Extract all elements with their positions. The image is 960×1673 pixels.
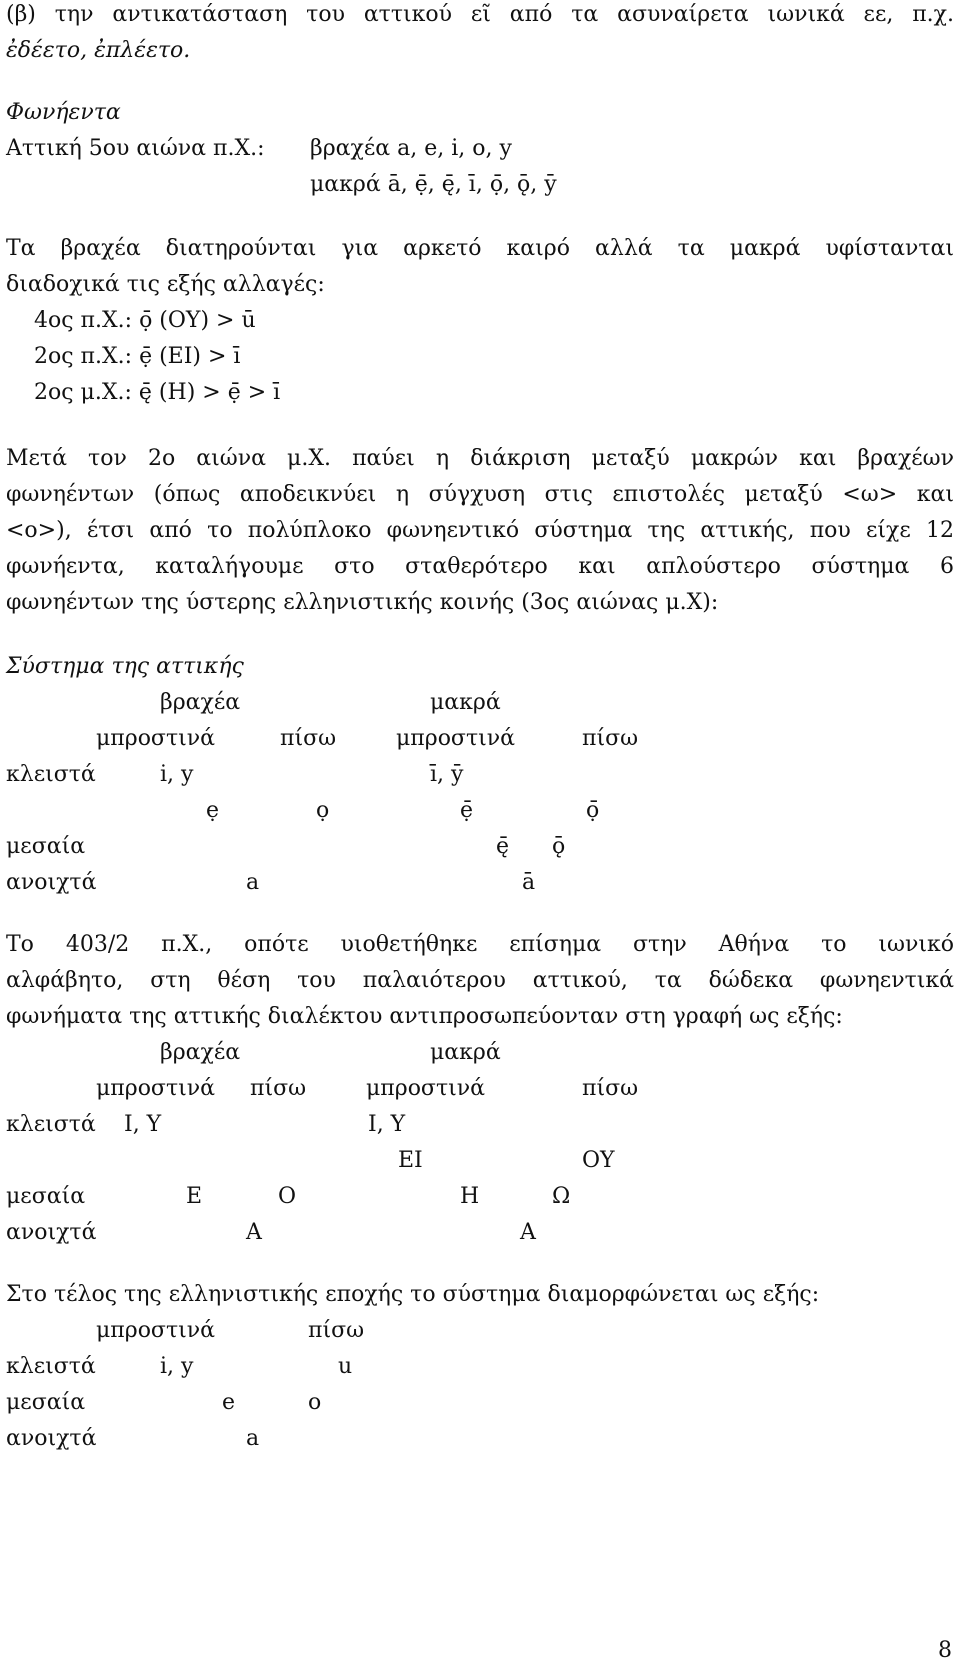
table1-mid-open-e: ę̄ [496, 834, 510, 859]
intro-line-2: ἐδέετο, ἐπλέετο. [6, 38, 191, 63]
table2-col-back-long: πίσω [582, 1076, 639, 1101]
table1-header-long: μακρά [430, 690, 501, 715]
para2-line: Μετά τον 2ο αιώνα μ.Χ. παύει η διάκριση μεταξύ μακρών και βραχέων [6, 446, 954, 471]
table2-mid-e: Ε [186, 1184, 203, 1209]
changes-line-1: Τα βραχέα διατηρούνται για αρκετό καιρό αλλά τα μακρά υφίστανται [6, 236, 954, 261]
table3-row-mid: μεσαία [6, 1390, 86, 1415]
intro-line-1: (β) την αντικατάσταση του αττικού εῖ από τα ασυναίρετα ιωνικά εε, π.χ. [6, 2, 954, 27]
table1-col-front-long: μπροστινά [396, 726, 515, 751]
para2-line: φωνήεντα, καταλήγουμε στο σταθερότερο και απλούστερο σύστημα 6 [6, 554, 954, 579]
table2-closed-short: Ι, Υ [124, 1112, 162, 1137]
table2-col-back: πίσω [250, 1076, 307, 1101]
change-item: 2ος π.Χ.: ẹ̄ (ΕΙ) > ī [34, 344, 241, 369]
table1-col-front: μπροστινά [96, 726, 215, 751]
table2-mid-o: Ο [278, 1184, 297, 1209]
table1-closed-long: ī, ȳ [430, 762, 464, 787]
table2-mid-w: Ω [552, 1184, 571, 1209]
table3-closed-back: u [338, 1354, 353, 1379]
table2-header-long: μακρά [430, 1040, 501, 1065]
table2-col-front: μπροστινά [96, 1076, 215, 1101]
vowels-heading: Φωνήεντα [6, 100, 121, 125]
para2-line: φωνηέντων (όπως αποδεικνύει η σύγχυση στις επιστολές μεταξύ <ω> και [6, 482, 954, 507]
table1-row-mid: μεσαία [6, 834, 86, 859]
changes-line-2: διαδοχικά τις εξής αλλαγές: [6, 272, 325, 297]
table2-row-mid: μεσαία [6, 1184, 86, 1209]
table1-mid-e: ẹ [206, 798, 220, 823]
long-vowels: μακρά ā, ẹ̄, ę̄, ī, ọ̄, ǭ, ȳ [310, 172, 557, 197]
table1-mid-o-long: ọ̄ [586, 798, 600, 823]
table1-col-back: πίσω [280, 726, 337, 751]
table2-open-long: Α [520, 1220, 536, 1245]
table2-row-open: ανοιχτά [6, 1220, 97, 1245]
table1-row-closed: κλειστά [6, 762, 96, 787]
table2-ou: ΟΥ [582, 1148, 615, 1173]
table3-row-closed: κλειστά [6, 1354, 96, 1379]
table1-row-open: ανοιχτά [6, 870, 97, 895]
table1-open-long: ā [522, 870, 536, 895]
table1-col-back-long: πίσω [582, 726, 639, 751]
change-item: 4ος π.Χ.: ọ̄ (ΟΥ) > ū [34, 308, 256, 333]
table3-col-front: μπροστινά [96, 1318, 215, 1343]
short-vowels: βραχέα a, e, i, o, y [310, 136, 512, 161]
table3-mid-e: e [222, 1390, 236, 1415]
page-number: 8 [938, 1638, 952, 1663]
table3-closed-front: i, y [160, 1354, 194, 1379]
change-item: 2ος μ.Χ.: ę̄ (Η) > ẹ̄ > ī [34, 380, 281, 405]
table1-mid-e-long: ẹ̄ [460, 798, 474, 823]
table3-col-back: πίσω [308, 1318, 365, 1343]
attic-label: Αττική 5ου αιώνα π.Χ.: [6, 136, 265, 161]
para2-last-line: φωνηέντων της ύστερης ελληνιστικής κοινής (3ος αιώνας μ.Χ): [6, 590, 719, 615]
table1-mid-open-o: ǭ [552, 834, 566, 859]
table1-closed-short: i, y [160, 762, 194, 787]
table2-col-front-long: μπροστινά [366, 1076, 485, 1101]
para3-line-3: φωνήματα της αττικής διαλέκτου αντιπροσωπεύονταν στη γραφή ως εξής: [6, 1004, 843, 1029]
table2-header-short: βραχέα [160, 1040, 241, 1065]
table2-mid-h: Η [460, 1184, 480, 1209]
table2-open-short: Α [246, 1220, 262, 1245]
table3-mid-o: o [308, 1390, 322, 1415]
table1-header-short: βραχέα [160, 690, 241, 715]
table3-row-open: ανοιχτά [6, 1426, 97, 1451]
table2-closed-long: Ι, Υ [368, 1112, 406, 1137]
table1-mid-o: ọ [316, 798, 330, 823]
para2-line: <ο>), έτσι από το πολύπλοκο φωνηεντικό σύστημα της αττικής, που είχε 12 [6, 518, 954, 543]
para4-line: Στο τέλος της ελληνιστικής εποχής το σύστημα διαμορφώνεται ως εξής: [6, 1282, 820, 1307]
para3-line-2: αλφάβητο, στη θέση του παλαιότερου αττικού, τα δώδεκα φωνηεντικά [6, 968, 954, 993]
table1-open-short: a [246, 870, 260, 895]
table1-title: Σύστημα της αττικής [6, 654, 244, 679]
para3-line-1: Το 403/2 π.Χ., οπότε υιοθετήθηκε επίσημα στην Αθήνα το ιωνικό [6, 932, 954, 957]
table2-row-closed: κλειστά [6, 1112, 96, 1137]
table2-ei: ΕΙ [398, 1148, 423, 1173]
table3-open: a [246, 1426, 260, 1451]
